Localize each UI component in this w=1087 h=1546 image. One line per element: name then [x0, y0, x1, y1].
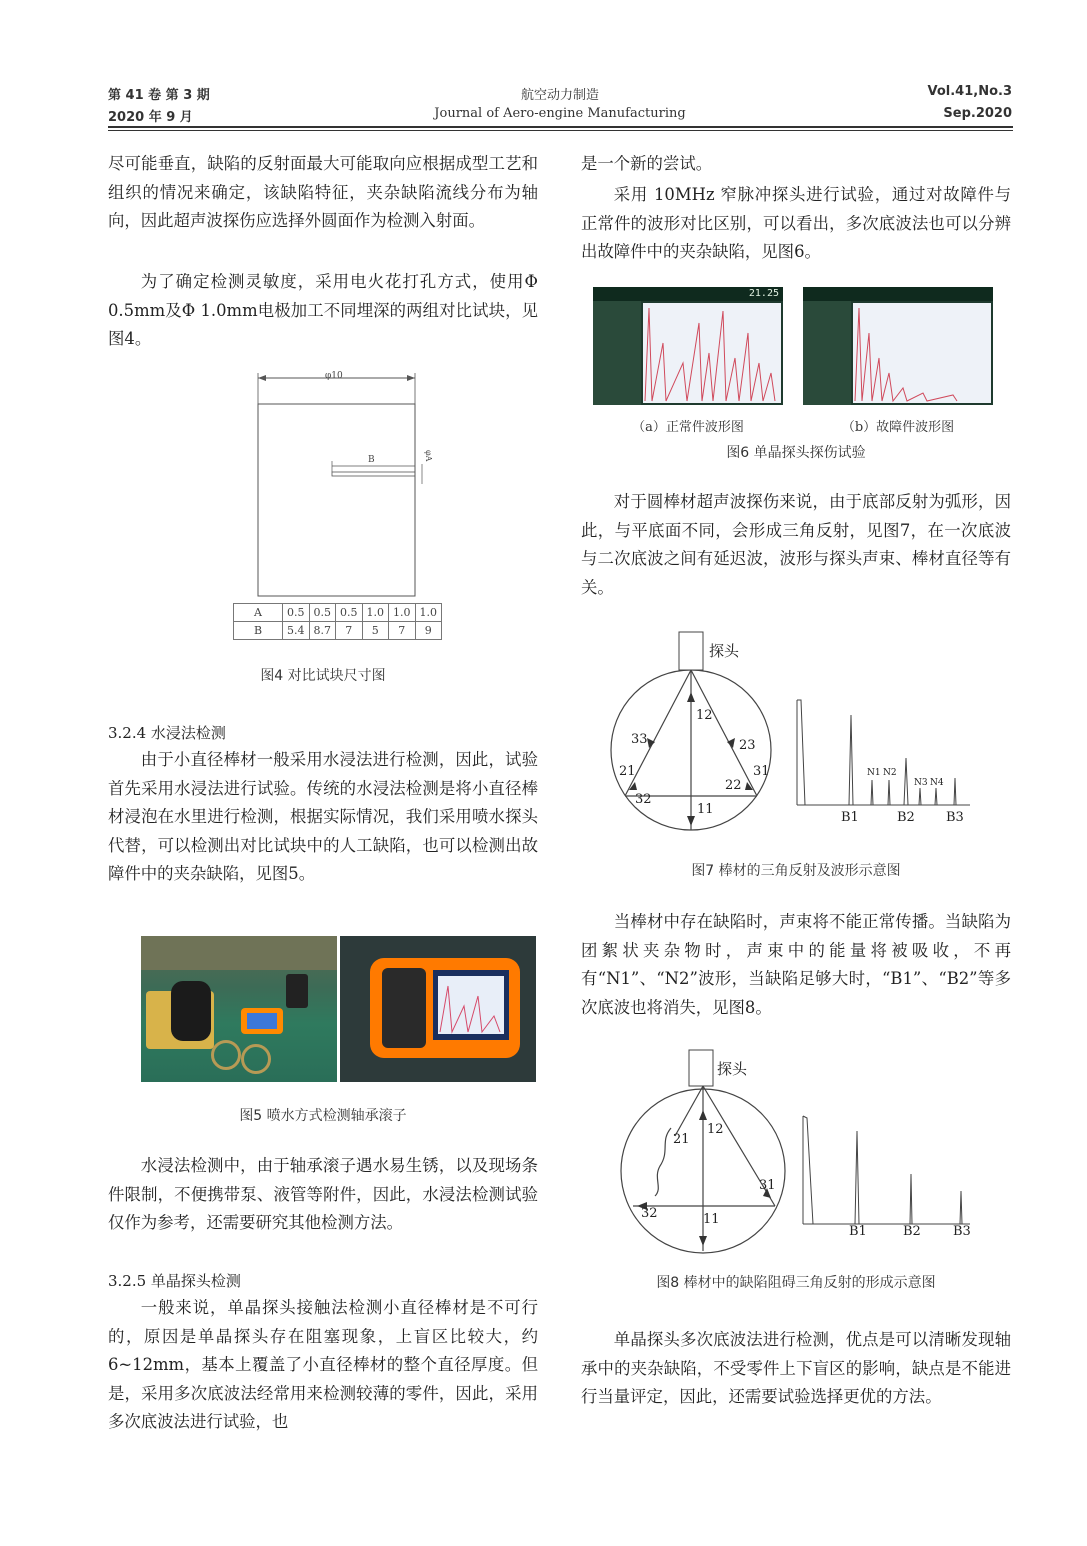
section-3-2-5-heading: 3.2.5 单晶探头检测 — [108, 1272, 241, 1290]
header-rule-thin — [108, 130, 1013, 131]
figure-6b-subcaption: （b）故障件波形图 — [841, 420, 955, 435]
fig7-peak-n1: N1 — [867, 768, 881, 778]
figure-6a-subcaption: （a）正常件波形图 — [632, 420, 744, 435]
right-paragraph-3: 对于圆棒材超声波探伤来说，由于底部反射为弧形，因此，与平底面不同，会形成三角反射，见图7，在一次底波与二次底波之间有延迟波，波形与探头声束、棒材直径等有关。 — [581, 492, 1011, 597]
journal-date-cn: 2020 年 9 月 — [108, 110, 193, 125]
table-row: B 5.4 8.7 7 5 7 9 — [234, 622, 442, 640]
right-paragraph-1: 是一个新的尝试。 — [581, 154, 713, 173]
fig8-peak-b2: B2 — [903, 1224, 921, 1239]
table-row: A 0.5 0.5 0.5 1.0 1.0 1.0 — [234, 604, 442, 622]
section-3-2-4-heading: 3.2.4 水浸法检测 — [108, 724, 226, 742]
figure-4-caption: 图4 对比试块尺寸图 — [260, 668, 386, 684]
dimension-a: φA — [424, 450, 433, 462]
fig7-probe-label: 探头 — [709, 642, 740, 660]
figure-6-caption: 图6 单晶探头探伤试验 — [726, 445, 866, 461]
fig7-label-33: 33 — [631, 732, 648, 747]
figure-8-diagram — [605, 1046, 1005, 1256]
fig7-label-31: 31 — [753, 764, 770, 779]
right-paragraph-5: 单晶探头多次底波法进行检测，优点是可以清晰发现轴承中的夹杂缺陷，不受零件上下盲区的影响，缺点是不能进行当量评定，因此，还需要试验选择更优的方法。 — [581, 1330, 1011, 1406]
figure-5-caption: 图5 喷水方式检测轴承滚子 — [239, 1108, 407, 1124]
fig7-peak-b3: B3 — [946, 810, 964, 825]
fig7-peak-b1: B1 — [841, 810, 859, 825]
figure-4-drawing — [240, 368, 450, 600]
figure-5-photo-left — [141, 936, 337, 1082]
fig8-label-12: 12 — [707, 1122, 724, 1137]
figure-7-caption: 图7 棒材的三角反射及波形示意图 — [691, 863, 901, 879]
journal-volume-en: Vol.41,No.3 — [927, 84, 1012, 99]
fig8-label-32: 32 — [641, 1206, 658, 1221]
left-paragraph-1: 尽可能垂直，缺陷的反射面最大可能取向应根据成型工艺和组织的情况来确定，该缺陷特征，夹杂缺陷流线分布为轴向，因此超声波探伤应选择外圆面作为检测入射面。 — [108, 154, 538, 230]
fig7-peak-n3: N3 — [914, 778, 928, 788]
left-paragraph-2: 为了确定检测灵敏度，采用电火花打孔方式，使用Φ 0.5mm及Φ 1.0mm电极加工不同埋深的两组对比试块，见图4。 — [108, 272, 538, 348]
fig7-peak-n2: N2 — [883, 768, 897, 778]
fig8-probe-label: 探头 — [717, 1060, 748, 1078]
figure-6b-screen — [803, 287, 993, 405]
figure-6a-screen — [593, 287, 783, 405]
header-rule-thick — [108, 126, 1013, 128]
right-paragraph-4: 当棒材中存在缺陷时，声束将不能正常传播。当缺陷为团絮状夹杂物时，声束中的能量将被吸收，不再有“N1”、“N2”波形，当缺陷足够大时，“B1”、“B2”等多次底波也将消失，见图8。 — [581, 912, 1011, 1017]
fig8-peak-b3: B3 — [953, 1224, 971, 1239]
dimension-diameter: φ10 — [325, 371, 343, 381]
screen-a-readout: 21.25 — [748, 288, 779, 299]
journal-title-en: Journal of Aero-engine Manufacturing — [434, 106, 686, 121]
figure-4-table — [233, 603, 442, 640]
figure-7-diagram — [605, 630, 1005, 840]
fig7-label-11: 11 — [697, 802, 714, 817]
fig7-label-23: 23 — [739, 738, 756, 753]
fig8-label-31: 31 — [759, 1178, 776, 1193]
left-paragraph-5: 一般来说，单晶探头接触法检测小直径棒材是不可行的，原因是单晶探头存在阻塞现象，上盲区比较大，约6~12mm，基本上覆盖了小直径棒材的整个直径厚度。但是，采用多次底波法经常用来检测较薄的零件，因此，采用多次底波法进行试验，也 — [108, 1298, 538, 1431]
fig7-label-32: 32 — [635, 792, 652, 807]
fig7-label-21: 21 — [619, 764, 636, 779]
right-paragraph-2: 采用 10MHz 窄脉冲探头进行试验，通过对故障件与正常件的波形对比区别，可以看出，多次底波法也可以分辨出故障件中的夹杂缺陷，见图6。 — [581, 185, 1011, 261]
left-paragraph-4: 水浸法检测中，由于轴承滚子遇水易生锈，以及现场条件限制，不便携带泵、液管等附件，因此，水浸法检测试验仅作为参考，还需要研究其他检测方法。 — [108, 1156, 538, 1232]
journal-date-en: Sep.2020 — [943, 106, 1012, 121]
fig7-peak-n4: N4 — [930, 778, 944, 788]
journal-title-cn: 航空动力制造 — [520, 88, 599, 103]
fig7-label-12: 12 — [696, 708, 713, 723]
figure-8-caption: 图8 棒材中的缺陷阻碍三角反射的形成示意图 — [656, 1275, 936, 1291]
fig7-label-22: 22 — [725, 778, 742, 793]
fig7-peak-b2: B2 — [897, 810, 915, 825]
figure-5-photo-right — [340, 936, 536, 1082]
dimension-b: B — [368, 455, 375, 465]
fig8-peak-b1: B1 — [849, 1224, 867, 1239]
left-paragraph-3: 由于小直径棒材一般采用水浸法进行检测，因此，试验首先采用水浸法进行试验。传统的水浸法检测是将小直径棒材浸泡在水里进行检测，根据实际情况，我们采用喷水探头代替，可以检测出对比试块中的人工缺陷，也可以检测出故障件中的夹杂缺陷，见图5。 — [108, 750, 538, 883]
fig8-label-21: 21 — [673, 1132, 690, 1147]
journal-volume-issue: 第 41 卷 第 3 期 — [108, 88, 210, 103]
fig8-label-11: 11 — [703, 1212, 720, 1227]
